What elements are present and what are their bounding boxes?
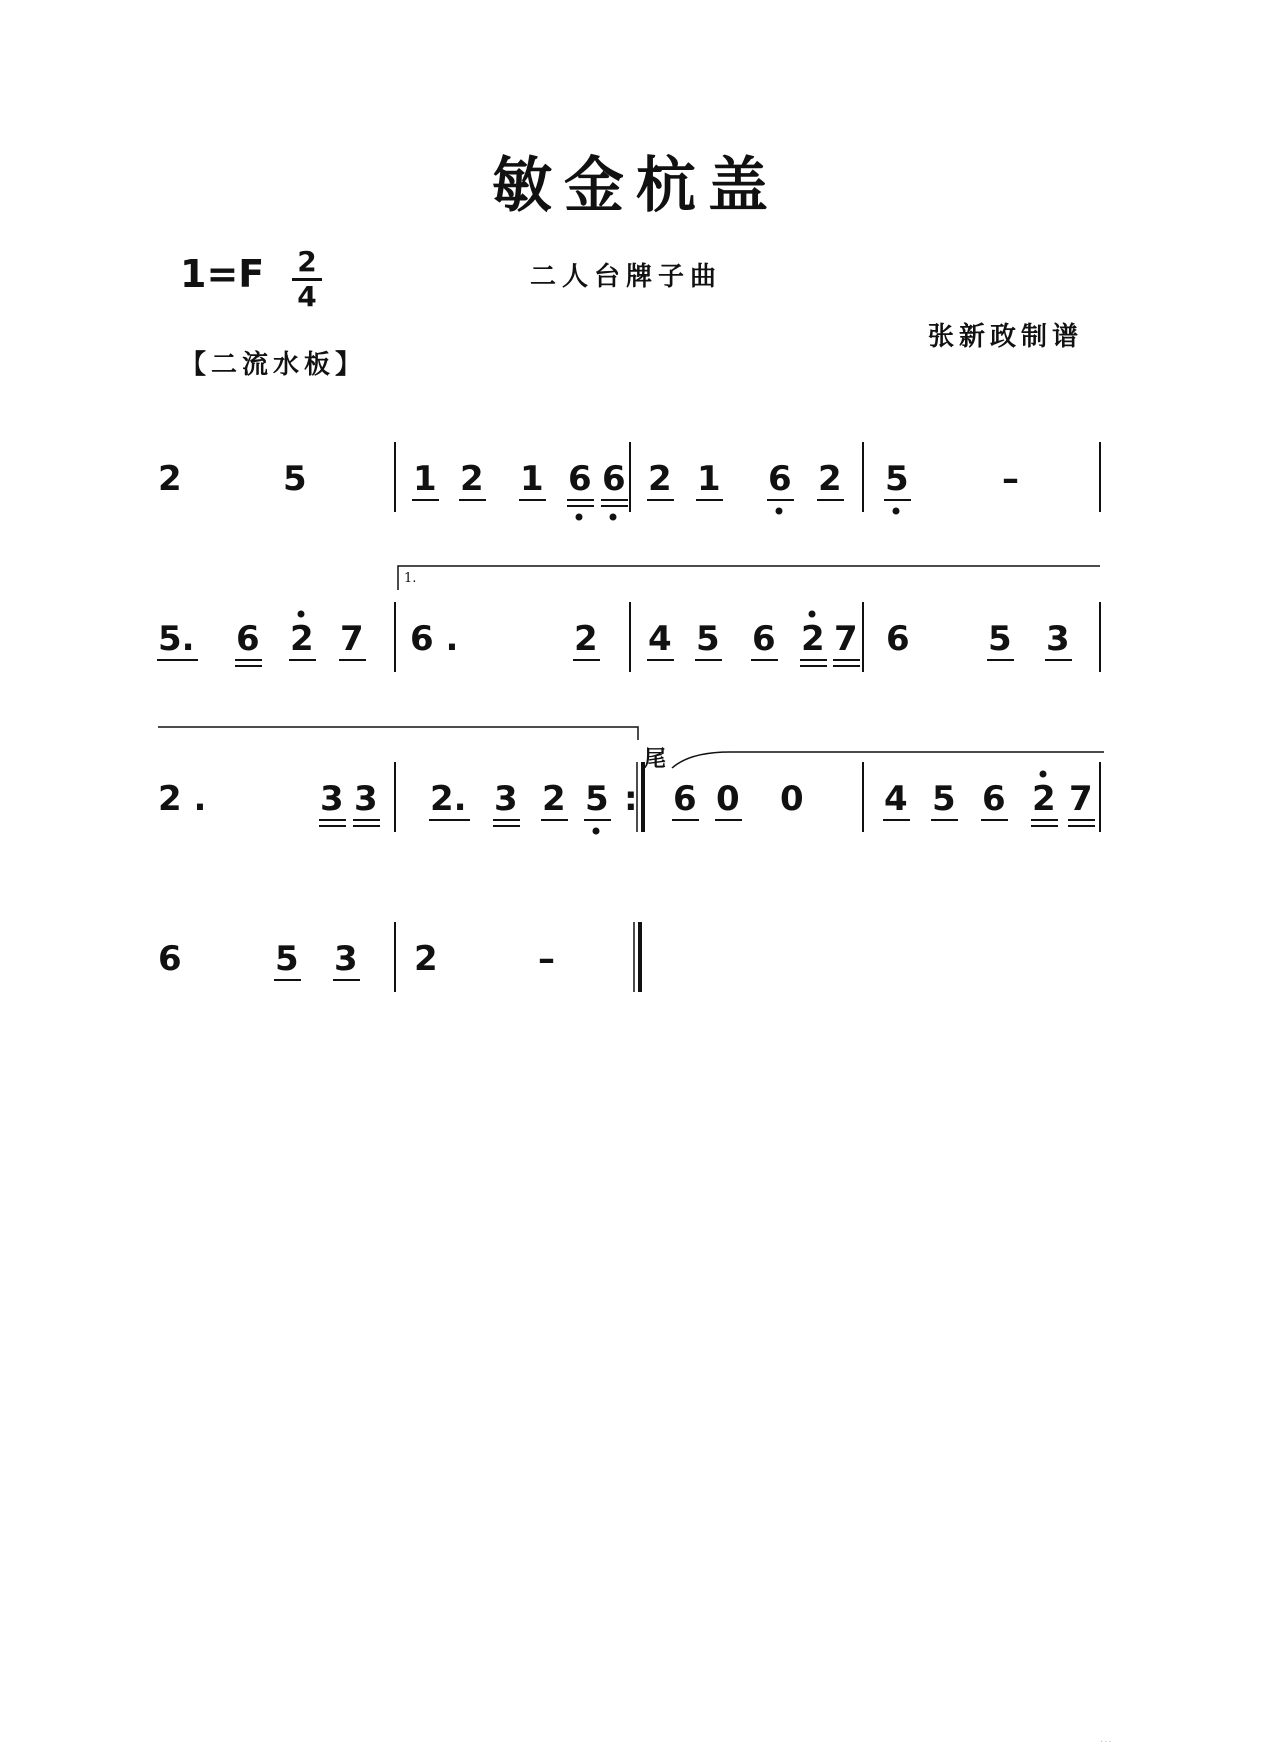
note-glyph: 7 xyxy=(834,619,858,659)
score-title: 敏金杭盖 xyxy=(492,151,780,221)
volta-bracket-continued xyxy=(158,727,638,740)
note-glyph: 3 xyxy=(354,779,378,819)
time-signature-bottom: 4 xyxy=(297,280,317,313)
note-glyph: 3 xyxy=(334,939,358,979)
octave-dot-above xyxy=(809,611,816,618)
note-glyph: 4 xyxy=(884,779,908,819)
note-glyph: 6 xyxy=(602,459,626,499)
barlines xyxy=(395,442,1100,992)
note-glyph: 2 xyxy=(290,619,314,659)
key-signature: 1=F xyxy=(180,252,265,296)
note-glyph: 6 xyxy=(158,939,182,979)
note-glyph: 6 xyxy=(673,779,697,819)
note-glyph: 6 xyxy=(768,459,792,499)
note-glyph: 6 xyxy=(752,619,776,659)
note-glyph: 2 xyxy=(801,619,825,659)
note-glyph: 7 xyxy=(340,619,364,659)
note-glyph: 6 xyxy=(236,619,260,659)
note-glyph: 3 xyxy=(1046,619,1070,659)
note-glyph: 1 xyxy=(413,459,437,499)
note-glyph: 5 xyxy=(932,779,956,819)
slur-arc xyxy=(672,752,1104,768)
note-glyph: 2 xyxy=(414,939,438,979)
score-subtitle: 二人台牌子曲 xyxy=(530,262,723,292)
octave-dot-above xyxy=(1040,771,1047,778)
time-signature-top: 2 xyxy=(297,245,317,278)
note-glyph: 5 xyxy=(275,939,299,979)
volta-label: 1. xyxy=(404,571,417,586)
note-glyph: 7 xyxy=(1069,779,1093,819)
note-glyph: 2 xyxy=(542,779,566,819)
note-glyph: 6 . xyxy=(410,619,459,659)
note-glyph: 2 xyxy=(460,459,484,499)
note-glyph: 5. xyxy=(158,619,195,659)
note-glyph: 2 xyxy=(818,459,842,499)
note-glyph: 5 xyxy=(585,779,609,819)
octave-dot-below xyxy=(576,514,583,521)
note-glyph: 6 xyxy=(568,459,592,499)
note-glyph: 2 xyxy=(158,459,182,499)
note-glyph: 5 xyxy=(885,459,909,499)
note-glyph: 3 xyxy=(320,779,344,819)
note-glyph: 1 xyxy=(697,459,721,499)
note-glyph: 3 xyxy=(494,779,518,819)
octave-dot-below xyxy=(610,514,617,521)
note-glyph: 2 . xyxy=(158,779,207,819)
note-glyph: 4 xyxy=(648,619,672,659)
octave-dot-below xyxy=(593,828,600,835)
arranger-credit: 张新政制谱 xyxy=(928,322,1084,352)
note-glyph: 2 xyxy=(648,459,672,499)
footer-watermark: ... xyxy=(1100,1734,1113,1745)
note-glyph: 5 xyxy=(988,619,1012,659)
note-glyph: 5 xyxy=(283,459,307,499)
section-label: 【二流水板】 xyxy=(180,350,367,380)
note-glyph: 2 xyxy=(1032,779,1056,819)
coda-label: 尾 xyxy=(644,746,667,772)
note-glyph: 6 xyxy=(886,619,910,659)
note-glyph: 2. xyxy=(430,779,467,819)
octave-dot-below xyxy=(893,508,900,515)
note-glyph: : xyxy=(624,779,638,819)
octave-dot-above xyxy=(298,611,305,618)
note-glyph: 6 xyxy=(982,779,1006,819)
note-glyph: – xyxy=(538,939,555,979)
note-glyph: 5 xyxy=(696,619,720,659)
volta-bracket xyxy=(398,566,1100,590)
octave-dot-below xyxy=(776,508,783,515)
note-glyph: 2 xyxy=(574,619,598,659)
note-glyph: 0 xyxy=(716,779,740,819)
notes-layer xyxy=(157,459,1095,980)
note-glyph: 1 xyxy=(520,459,544,499)
note-glyph: – xyxy=(1002,459,1019,499)
note-glyph: 0 xyxy=(780,779,804,819)
